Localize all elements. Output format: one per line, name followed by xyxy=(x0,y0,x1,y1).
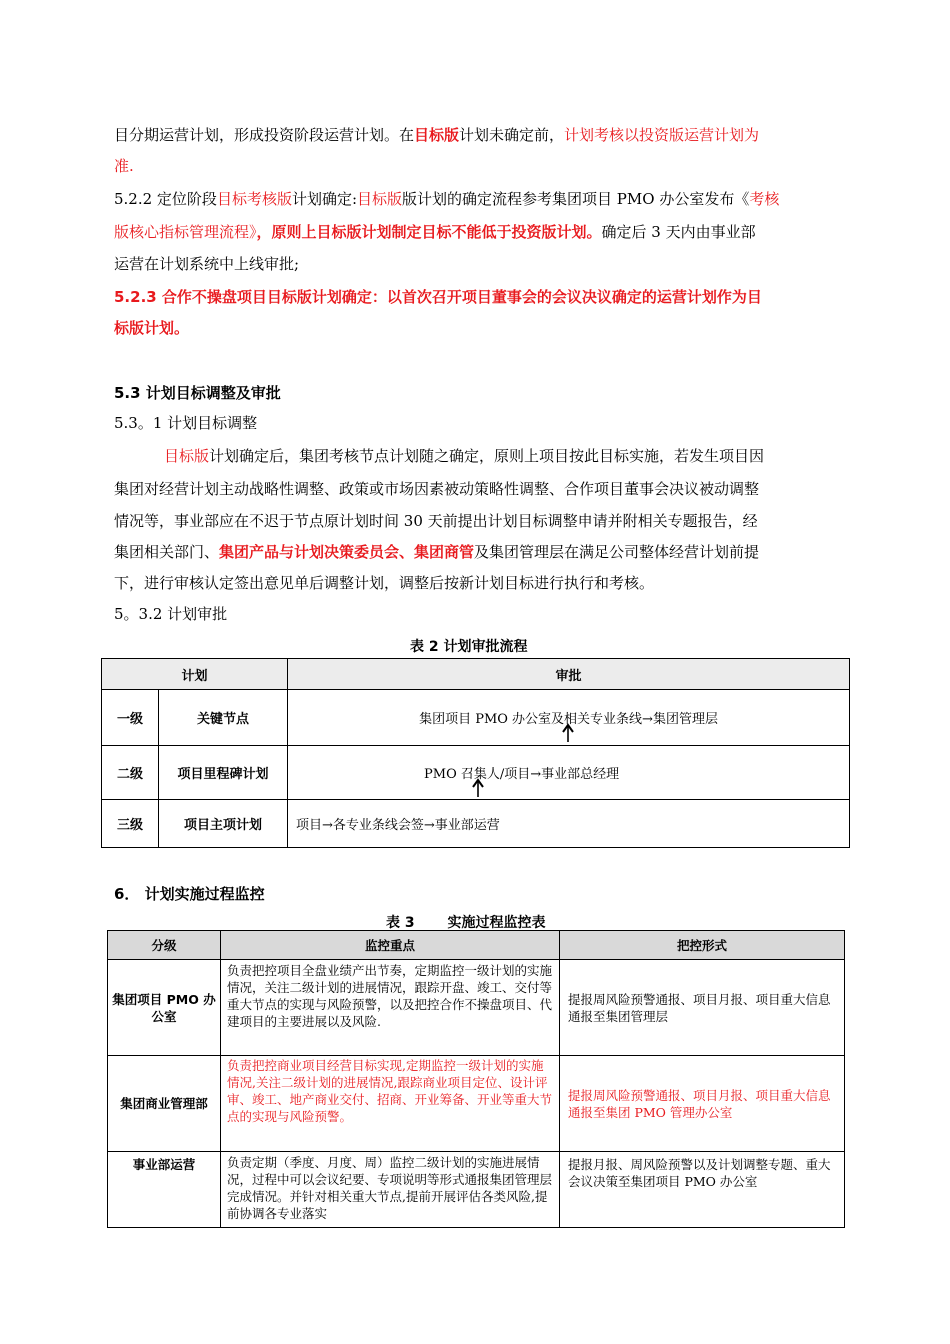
s53-sub1: 5.3。1 计划目标调整 xyxy=(114,414,258,432)
s522-line3: 运营在计划系统中上线审批; xyxy=(114,255,300,273)
approval-cell: PMO 召集人/项目→事业部总经理 xyxy=(288,746,850,800)
s522-line2 xyxy=(114,222,756,242)
s53-para-line1 xyxy=(164,446,764,466)
focus-cell: 负责定期（季度、月度、周）监控二级计划的实施进展情况，过程中可以会议纪要、专项说明等形式通报集团管理层完成情况。并针对相关重大节点,提前开展评估各类风险,提前协调各专业落实 xyxy=(221,1152,560,1228)
table-row xyxy=(102,800,850,848)
table-row xyxy=(108,1056,845,1152)
s522-red-text: 版核心指标管理流程》 xyxy=(114,223,257,241)
focus-cell: 负责把控项目全盘业绩产出节奏，定期监控一级计划的实施情况，关注二级计划的进展情况，跟踪开盘、竣工、交付等重大节点的实现与风险预警，以及把控合作不操盘项目、代建项目的主要进展以及风险. xyxy=(221,960,560,1056)
s53-heading: 5.3 计划目标调整及审批 xyxy=(114,384,281,402)
s522-text: 版计划的确定流程参考集团项目 PMO 办公室发布《 xyxy=(402,190,750,208)
approval-cell: 项目→各专业条线会签→事业部运营 xyxy=(288,800,850,848)
s53-red-text: 目标版 xyxy=(164,447,210,465)
table2-header-approval: 审批 xyxy=(288,659,850,690)
focus-cell: 负责把控商业项目经营目标实现,定期监控一级计划的实施情况,关注二级计划的进展情况,跟踪商业项目定位、设计评审、竣工、地产商业交付、招商、开业筹备、开业等重大节点的实现与风险预警。 xyxy=(221,1056,560,1152)
s522-text: 计划确定: xyxy=(291,190,358,208)
target-version-term: 目标版 xyxy=(414,126,460,144)
s53-para-line3: 情况等，事业部应在不迟于节点原计划时间 30 天前提出计划目标调整申请并附相关专题报告，经 xyxy=(114,512,758,530)
approval-table xyxy=(101,658,850,848)
para1-text: 计划未确定前， xyxy=(459,126,565,144)
form-cell: 提报月报、周风险预警以及计划调整专题、重大会议决策至集团项目 PMO 办公室 xyxy=(560,1152,845,1228)
table-row xyxy=(102,690,850,746)
para1-red-text: 计划考核以投资版运营计划为 xyxy=(564,126,760,144)
s522-text: 确定后 3 天内由事业部 xyxy=(601,223,756,241)
s522-text: 5.2.2 定位阶段 xyxy=(114,190,217,208)
org-cell: 事业部运营 xyxy=(108,1152,221,1228)
table-row xyxy=(108,960,845,1056)
plan-cell: 项目里程碑计划 xyxy=(159,746,288,800)
s53-red-bold-text: 集团产品与计划决策委员会、集团商管 xyxy=(219,543,475,561)
para1-text: 目分期运营计划，形成投资阶段运营计划。在 xyxy=(114,126,415,144)
plan-cell: 项目主项计划 xyxy=(159,800,288,848)
s522-red-text: 目标考核版 xyxy=(216,190,292,208)
plan-cell: 关键节点 xyxy=(159,690,288,746)
s53-text: 集团相关部门、 xyxy=(114,543,220,561)
s53-para-line2: 集团对经营计划主动战略性调整、政策或市场因素被动策略性调整、合作项目董事会决议被动调整 xyxy=(114,480,760,498)
table3-header-level: 分级 xyxy=(108,931,221,960)
level-cell: 二级 xyxy=(102,746,159,800)
para1-line2: 准. xyxy=(114,157,134,175)
org-cell: 集团商业管理部 xyxy=(108,1056,221,1152)
s6-heading: 6． 计划实施过程监控 xyxy=(114,885,265,903)
caret-up-icon xyxy=(471,778,485,798)
s53-text: 及集团管理层在满足公司整体经营计划前提 xyxy=(474,543,760,561)
s522-line1 xyxy=(114,189,779,209)
org-cell: 集团项目 PMO 办公室 xyxy=(108,960,221,1056)
s522-red-text: 考核 xyxy=(749,190,780,208)
s522-red-bold-text: ，原则上目标版计划制定目标不能低于投资版计划。 xyxy=(256,223,602,241)
caret-up-icon xyxy=(561,723,575,743)
table2-caption: 表 2 计划审批流程 xyxy=(410,639,528,655)
form-cell: 提报周风险预警通报、项目月报、项目重大信息通报至集团管理层 xyxy=(560,960,845,1056)
monitoring-table xyxy=(107,930,845,1228)
s53-para-line5: 下，进行审核认定签出意见单后调整计划，调整后按新计划目标进行执行和考核。 xyxy=(114,574,655,592)
level-cell: 一级 xyxy=(102,690,159,746)
table-row xyxy=(108,1152,845,1228)
s523-line1: 5.2.3 合作不操盘项目目标版计划确定：以首次召开项目董事会的会议决议确定的运营计划作为目 xyxy=(114,288,762,306)
table3-header-focus: 监控重点 xyxy=(221,931,560,960)
para1-line1 xyxy=(114,125,759,145)
s53-text: 计划确定后，集团考核节点计划随之确定，原则上项目按此目标实施，若发生项目因 xyxy=(209,447,765,465)
s523-line2: 标版计划。 xyxy=(114,319,190,337)
s53-para-line4 xyxy=(114,542,759,562)
s522-red-text: 目标版 xyxy=(357,190,403,208)
level-cell: 三级 xyxy=(102,800,159,848)
approval-cell: 集团项目 PMO 办公室及相关专业条线→集团管理层 xyxy=(288,690,850,746)
table3-header-form: 把控形式 xyxy=(560,931,845,960)
form-cell: 提报周风险预警通报、项目月报、项目重大信息通报至集团 PMO 管理办公室 xyxy=(560,1056,845,1152)
s53-sub2: 5。3.2 计划审批 xyxy=(114,605,228,623)
table2-header-plan: 计划 xyxy=(102,659,288,690)
table3-caption: 表 3 实施过程监控表 xyxy=(386,915,546,931)
